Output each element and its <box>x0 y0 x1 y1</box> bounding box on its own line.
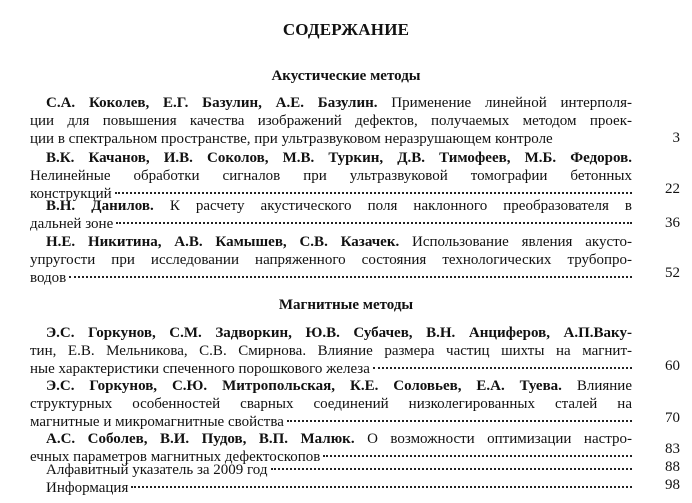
entry-line <box>30 461 632 479</box>
toc-entry[interactable] <box>30 377 632 432</box>
entry-authors: С.А. Коколев, Е.Г. Базулин, А.Е. Базулин. <box>46 95 378 111</box>
toc-entry[interactable] <box>30 149 632 204</box>
entry-line: тин, Е.В. Мельникова, С.В. Смирнова. Влияние размера частиц шихты на магнит- <box>30 343 632 360</box>
entry-last-text: ные характеристики спеченного порошкового железа <box>30 361 370 378</box>
section-title-magnetic: Магнитные методы <box>278 297 414 313</box>
dot-leader <box>69 276 632 278</box>
entry-authors: Э.С. Горкунов, С.М. Задворкин, Ю.В. Субачев, В.Н. Анциферов, А.П.Ваку- <box>46 325 632 341</box>
dot-leader <box>116 222 632 224</box>
toc-entry[interactable] <box>30 461 632 479</box>
dot-leader <box>271 468 632 470</box>
entry-last-text: магнитные и микромагнитные свойства <box>30 414 284 431</box>
entry-line: структурных особенностей сварных соединений низколегированных сталей на <box>30 396 632 413</box>
toc-entry[interactable] <box>30 233 632 288</box>
entry-authors: В.Н. Данилов. <box>46 198 154 214</box>
entry-title-start: К расчету акустического поля наклонного преобразователя в <box>153 198 632 214</box>
page-number: 36 <box>665 215 680 231</box>
entry-last-text: Информация <box>46 480 129 496</box>
page-title: СОДЕРЖАНИЕ <box>282 20 410 39</box>
entry-title-start: Применение линейной интерполя- <box>377 95 632 111</box>
entry-line <box>30 430 632 448</box>
entry-last-text: Алфавитный указатель за 2009 год <box>46 462 268 478</box>
entry-authors: А.С. Соболев, В.И. Пудов, В.П. Малюк. <box>46 431 355 447</box>
entry-authors: Э.С. Горкунов, С.Ю. Митропольская, К.Е. Соловьев, Е.А. Туева. <box>46 378 562 394</box>
entry-authors: В.К. Качанов, И.В. Соколов, М.В. Туркин, Д.В. Тимофеев, М.Б. Федоров. <box>46 150 632 166</box>
entry-line <box>30 324 632 342</box>
page-number: 60 <box>665 358 680 374</box>
page-number: 70 <box>665 410 680 426</box>
entry-line <box>30 94 632 112</box>
entry-title-start: О возможности оптимизации настро- <box>354 431 632 447</box>
page-number: 22 <box>665 181 680 197</box>
dot-leader <box>373 367 632 369</box>
entry-line <box>30 149 632 167</box>
entry-line <box>30 215 632 233</box>
entry-line <box>30 197 632 215</box>
toc-entry[interactable] <box>30 94 632 149</box>
entry-line <box>30 479 632 497</box>
entry-line <box>30 233 632 251</box>
page-number: 88 <box>665 459 680 475</box>
entry-last-text: дальней зоне <box>30 216 114 233</box>
page-number: 83 <box>665 441 680 457</box>
entry-line: Нелинейные обработки сигналов при ультразвуковой томографии бетонных <box>30 168 632 185</box>
entry-line: упругости при исследовании напряженного состояния технологических трубопро- <box>30 252 632 269</box>
entry-last-text: водов <box>30 270 67 287</box>
entry-line <box>30 413 632 431</box>
toc-entry[interactable] <box>30 197 632 233</box>
entry-line <box>30 269 632 287</box>
entry-line: ции для повышения качества изображений дефектов, получаемых методом проек- <box>30 113 632 130</box>
entry-last-text: ечных параметров магнитных дефектоскопов <box>30 449 321 466</box>
entry-line <box>30 377 632 395</box>
page-number: 98 <box>665 477 680 493</box>
entry-title-start: Влияние <box>561 378 632 394</box>
toc-entry[interactable] <box>30 324 632 379</box>
entry-last-text: конструкций <box>30 186 112 203</box>
dot-leader <box>115 192 632 194</box>
entry-line: ции в спектральном пространстве, при ультразвуковом неразрушающем контроле <box>30 131 553 148</box>
page-number: 3 <box>672 130 680 146</box>
dot-leader <box>287 420 632 422</box>
section-title-acoustic: Акустические методы <box>271 68 421 84</box>
dot-leader <box>131 486 632 488</box>
entry-line <box>30 360 632 378</box>
toc-entry[interactable] <box>30 479 632 497</box>
dot-leader <box>323 455 632 457</box>
entry-authors: Н.Е. Никитина, А.В. Камышев, С.В. Казачек. <box>46 234 400 250</box>
entry-title-start: Использование явления акусто- <box>399 234 632 250</box>
page-number: 52 <box>665 265 680 281</box>
